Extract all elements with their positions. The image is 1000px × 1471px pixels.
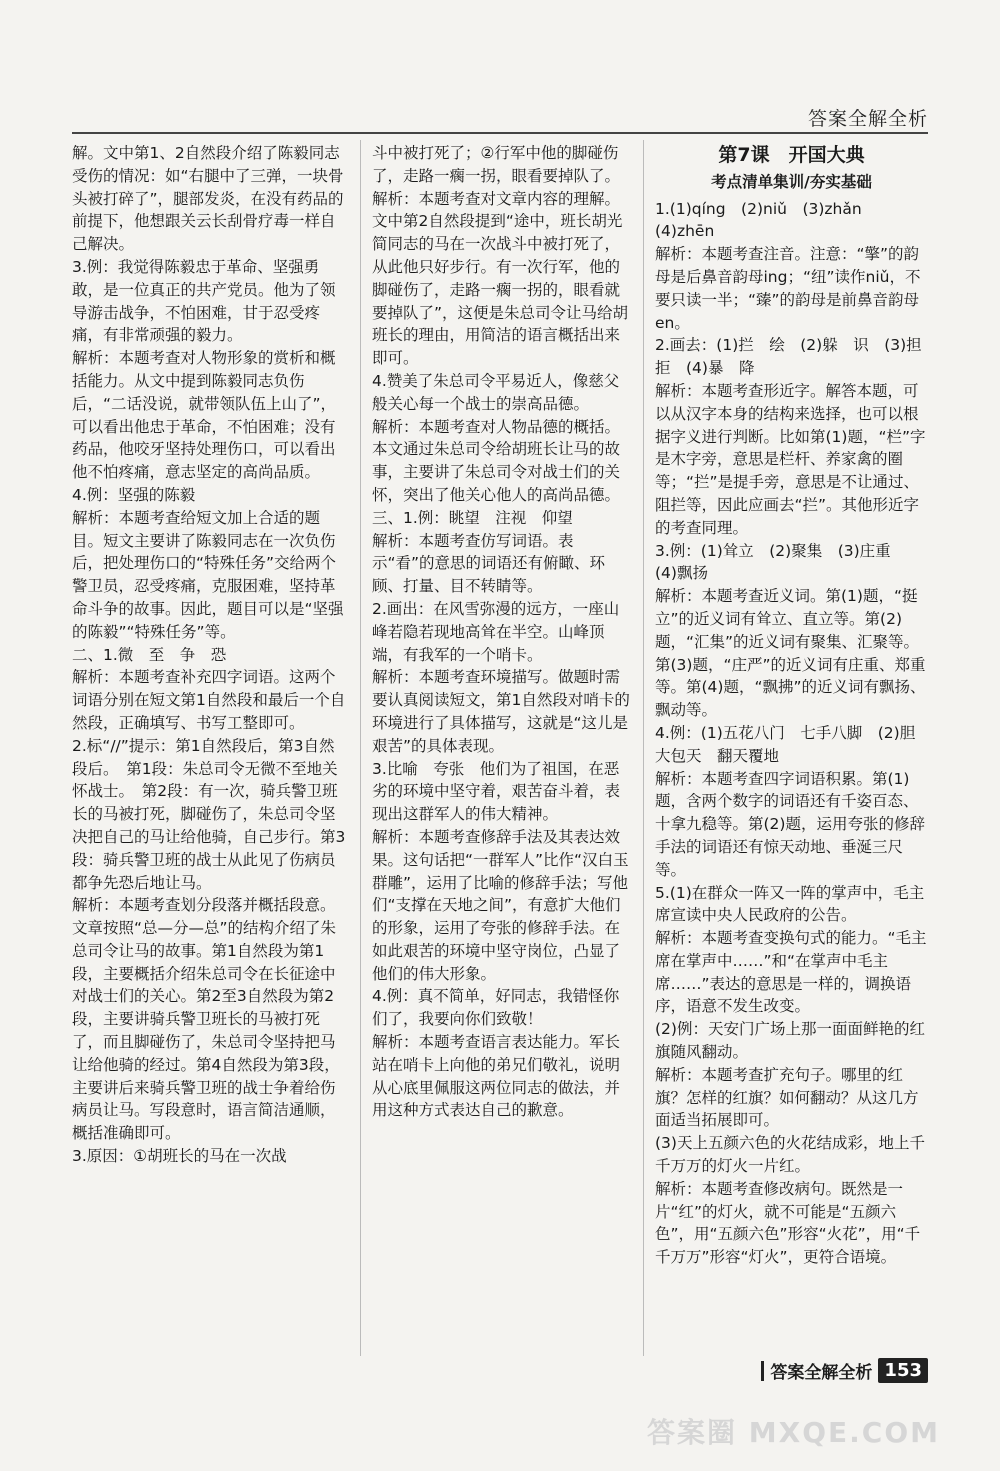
column-divider (360, 140, 361, 1356)
answer-paragraph: 解析：本题考查对文章内容的理解。文中第2自然段提到“途中，班长胡光简同志的马在一次战斗中被打死了，从此他只好步行。有一次行军，他的脚碰伤了，走路一瘸一拐的，眼看就要掉队了”，这便是朱总司令让马给胡班长的理由，用简洁的语言概括出来即可。 (372, 189, 629, 368)
watermark: 答案圈 MXQE.COM (647, 1416, 940, 1449)
answer-paragraph: 4.赞美了朱总司令平易近人，像慈父般关心每一个战士的崇高品德。 (372, 371, 620, 413)
answer-paragraph: 解析：本题考查变换句式的能力。“毛主席在掌声中……”和“在掌声中毛主席……”表达的意思是一样的，调换语序，语意不发生改变。 (655, 929, 927, 1016)
column-2 (372, 142, 634, 1122)
answer-paragraph: 2.画去：(1)拦 绘 (2)躲 识 (3)担 拒 (4)暴 降 (655, 336, 938, 378)
answer-paragraph: 5.(1)在群众一阵又一阵的掌声中，毛主席宣读中央人民政府的公告。 (655, 883, 925, 925)
section-title: 考点清单集训/夯实基础 (711, 172, 872, 191)
answer-paragraph: 解析：本题考查四字词语积累。第(1)题，含两个数字的词语还有千姿百态、十拿九稳等。第(2)题，运用夸张的修辞手法的词语还有惊天动地、垂涎三尺等。 (655, 769, 925, 879)
answer-paragraph: 解析：本题考查对人物品德的概括。本文通过朱总司令给胡班长让马的故事，主要讲了朱总司令对战士们的关怀，突出了他关心他人的高尚品德。 (372, 417, 621, 504)
column-divider (643, 140, 644, 1356)
answer-paragraph: 1.(1)qíng (2)niǔ (3)zhǎn (4)zhēn (655, 199, 878, 241)
answer-paragraph: 2.标“//”提示：第1自然段后，第3自然段后。 第1段：朱总司令无微不至地关怀战士。 第2段：有一次，骑兵警卫班长的马被打死，脚碰伤了，朱总司令坚决把自己的马让给他骑，自己步行。第3段：骑兵警卫班的战士从此见了伤病员都争先恐后地让马。 (72, 736, 346, 892)
column-1 (72, 142, 350, 1168)
page-number: 153 (878, 1358, 928, 1383)
answer-paragraph: 三、1.例：眺望 注视 仰望 (372, 508, 573, 527)
answer-paragraph: 解析：本题考查修辞手法及其表达效果。这句话把“一群军人”比作“汉白玉群雕”，运用了比喻的修辞手法；写他们“支撑在天地之间”，有意扩大他们的形象，运用了夸张的修辞手法。在如此艰苦的环境中坚守岗位，凸显了他们的伟大形象。 (372, 827, 629, 983)
answer-paragraph: 解析：本题考查修改病句。既然是一片“红”的灯火，就不可能是“五颜六色”，用“五颜六色”形容“火花”，用“千千万万”形容“灯火”，更符合语境。 (655, 1179, 921, 1267)
answer-paragraph: (3)天上五颜六色的火花结成彩，地上千千万万的灯火一片红。 (655, 1134, 925, 1176)
answer-paragraph: 4.例：坚强的陈毅 (72, 485, 196, 504)
answer-paragraph: 3.原因：①胡班长的马在一次战 (72, 1147, 287, 1166)
header-rule (72, 132, 928, 134)
answer-paragraph: 解析：本题考查语言表达能力。军长站在哨卡上向他的弟兄们敬礼，说明从心底里佩服这两位同志的做法，并用这种方式表达自己的歉意。 (372, 1033, 621, 1120)
answer-paragraph: 解析：本题考查环境描写。做题时需要认真阅读短文，第1自然段对哨卡的环境进行了具体描写，这就是“这儿是艰苦”的具体表现。 (372, 668, 630, 755)
answer-paragraph: 解析：本题考查补充四字词语。这两个词语分别在短文第1自然段和最后一个自然段，正确填写、书写工整即可。 (72, 668, 346, 732)
answer-paragraph: 解析：本题考查给短文加上合适的题目。短文主要讲了陈毅同志在一次负伤后，把处理伤口的“特殊任务”交给两个警卫员，忍受疼痛，克服困难，坚持革命斗争的故事。因此，题目可以是“坚强的陈毅”“特殊任务”等。 (72, 508, 344, 641)
answer-paragraph: (2)例：天安门广场上那一面面鲜艳的红旗随风翻动。 (655, 1020, 925, 1062)
answer-paragraph: 解析：本题考查仿写词语。表示“看”的意思的词语还有俯瞰、环顾、打量、目不转睛等。 (372, 531, 606, 596)
answer-paragraph: 4.例：真不简单，好同志，我错怪你们了，我要向你们致敬！ (372, 987, 620, 1029)
answer-paragraph: 3.例：我觉得陈毅忠于革命、坚强勇敢，是一位真正的共产党员。他为了领导游击战争，不怕困难，甘于忍受疼痛，有非常顽强的毅力。 (72, 257, 336, 345)
answer-paragraph: 解。文中第1、2自然段介绍了陈毅同志受伤的情况：如“右腿中了三弹，一块骨头被打碎了”，腿部发炎，在没有药品的前提下，他想跟关云长刮骨疗毒一样自己解决。 (72, 144, 344, 254)
footer-bar (761, 1361, 764, 1381)
answer-paragraph: 2.画出：在风雪弥漫的远方，一座山峰若隐若现地高耸在半空。山峰顶端，有我军的一个哨卡。 (372, 599, 620, 664)
header-tag: 答案全解全析 (807, 108, 928, 130)
answer-paragraph: 解析：本题考查扩充句子。哪里的红旗？怎样的红旗？如何翻动？从这几方面适当拓展即可。 (655, 1065, 919, 1130)
answer-paragraph: 3.比喻 夸张 他们为了祖国，在恶劣的环境中坚守着，艰苦奋斗着，表现出这群军人的伟大精神。 (372, 759, 621, 824)
answer-paragraph: 二、1.微 至 争 恐 (72, 645, 227, 664)
answer-paragraph: 解析：本题考查划分段落并概括段意。文章按照“总—分—总”的结构介绍了朱总司令让马的故事。第1自然段为第1段，主要概括介绍朱总司令在长征途中对战士们的关心。第2至3自然段为第2段，主要讲骑兵警卫班长的马被打死了，而且脚碰伤了，朱总司令坚持把马让给他骑的经过。第4自然段为第3段，主要讲后来骑兵警卫班的战士争着给伤病员让马。写段意时，语言简洁通顺，概括准确即可。 (72, 896, 340, 1143)
answer-paragraph: 解析：本题考查形近字。解答本题，可以从汉字本身的结构来选择，也可以根据字义进行判断。比如第(1)题，“栏”字是木字旁，意思是栏杆、养家禽的圈等；“拦”是提手旁，意思是不让通过、阻拦等，因此应画去“拦”。其他形近字的考查同理。 (655, 381, 926, 537)
answer-paragraph: 3.例：(1)耸立 (2)聚集 (3)庄重 (4)飘扬 (655, 541, 907, 583)
footer-label: 答案全解全析 (770, 1363, 873, 1383)
lesson-title: 第7课 开国大典 (718, 144, 865, 166)
page-footer (761, 1358, 928, 1383)
answer-paragraph: 解析：本题考查近义词。第(1)题，“挺立”的近义词有耸立、直立等。第(2)题，“汇集”的近义词有聚集、汇聚等。第(3)题，“庄严”的近义词有庄重、郑重等。第(4)题，“飘拂”的近义词有飘扬、飘动等。 (655, 587, 926, 720)
column-3 (655, 142, 938, 1269)
answer-paragraph: 解析：本题考查注音。注意：“擎”的韵母是后鼻音韵母ing；“纽”读作niǔ，不要只读一半；“臻”的韵母是前鼻音韵母en。 (655, 245, 921, 332)
answer-paragraph: 解析：本题考查对人物形象的赏析和概括能力。从文中提到陈毅同志负伤后，“二话没说，就带领队伍上山了”，可以看出他忠于革命，不怕困难；没有药品，他咬牙坚持处理伤口，可以看出他不怕疼痛，意志坚定的高尚品质。 (72, 349, 337, 482)
answer-paragraph: 4.例：(1)五花八门 七手八脚 (2)胆大包天 翻天覆地 (655, 723, 916, 765)
answer-paragraph: 斗中被打死了；②行军中他的脚碰伤了，走路一瘸一拐，眼看要掉队了。 (372, 144, 621, 185)
